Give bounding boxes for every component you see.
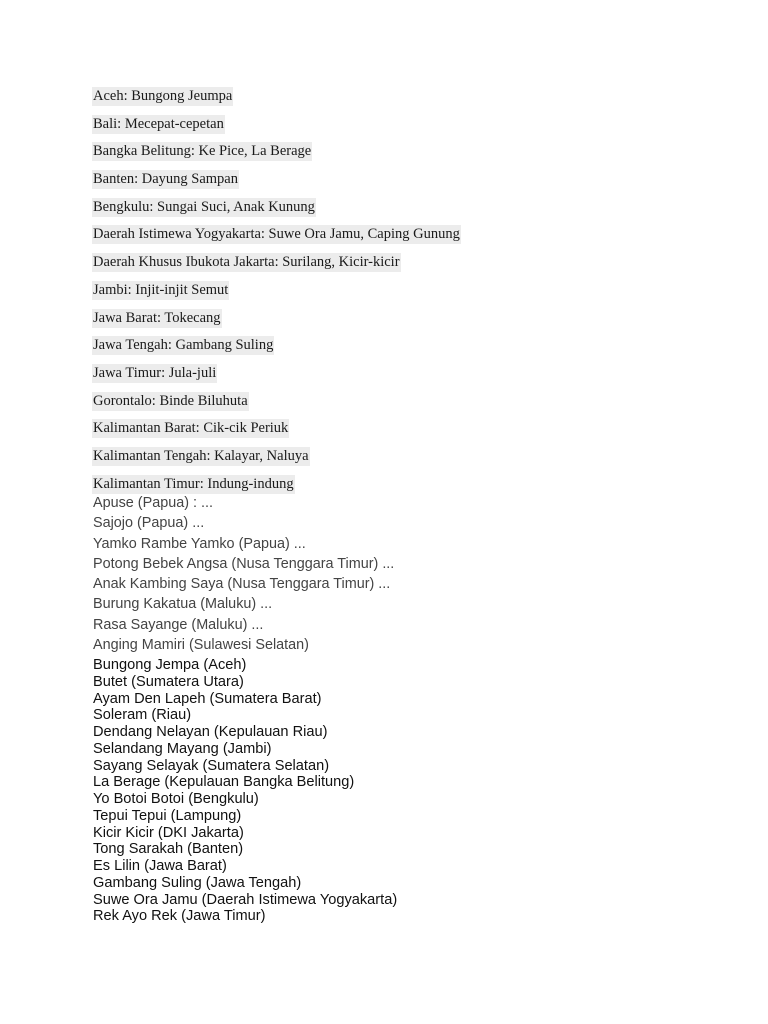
list-item-text: Jawa Timur: Jula-juli xyxy=(93,364,217,381)
list-item: Burung Kakatua (Maluku) ... xyxy=(93,596,273,613)
list-item-text: Daerah Istimewa Yogyakarta: Suwe Ora Jamu, Caping Gunung xyxy=(93,226,460,243)
list-item-text: Jawa Barat: Tokecang xyxy=(93,309,221,326)
list-item-text: Bengkulu: Sungai Suci, Anak Kunung xyxy=(93,198,315,215)
list-item: Rasa Sayange (Maluku) ... xyxy=(93,616,264,633)
list-item: Sayang Selayak (Sumatera Selatan) xyxy=(93,757,330,774)
list-item xyxy=(92,141,461,169)
list-item xyxy=(92,280,461,308)
list-item xyxy=(92,224,461,252)
list-item: Selandang Mayang (Jambi) xyxy=(93,740,272,757)
list-item xyxy=(92,446,461,474)
list-item: Dendang Nelayan (Kepulauan Riau) xyxy=(93,724,328,740)
list-item-text: Jambi: Injit-injit Semut xyxy=(93,281,229,298)
list-item: Tong Sarakah (Banten) xyxy=(93,841,244,858)
list-item-text: Gorontalo: Binde Biluhuta xyxy=(93,392,248,409)
list-item-text: Jawa Tengah: Gambang Suling xyxy=(93,337,274,354)
list-item xyxy=(92,308,461,336)
list-item: Sajojo (Papua) ... xyxy=(93,515,205,532)
list-item xyxy=(92,335,461,363)
list-item-text: Aceh: Bungong Jeumpa xyxy=(93,88,233,104)
list-item: Yamko Rambe Yamko (Papua) ... xyxy=(93,535,306,552)
list-item: Suwe Ora Jamu (Daerah Istimewa Yogyakarta) xyxy=(93,891,398,908)
list-item-text: Daerah Khusus Ibukota Jakarta: Surilang, Kicir-kicir xyxy=(93,254,400,271)
east-region-song-list xyxy=(93,493,394,655)
list-item: Potong Bebek Angsa (Nusa Tenggara Timur) ... xyxy=(93,555,395,572)
list-item-text: Bali: Mecepat-cepetan xyxy=(93,115,224,132)
list-item: Anak Kambing Saya (Nusa Tenggara Timur) ... xyxy=(93,576,391,593)
list-item: Soleram (Riau) xyxy=(93,707,192,724)
list-item: Yo Botoi Botoi (Bengkulu) xyxy=(93,791,259,807)
list-item xyxy=(92,418,461,446)
list-item: Bungong Jempa (Aceh) xyxy=(93,657,247,673)
province-song-list xyxy=(92,86,461,501)
list-item: Gambang Suling (Jawa Tengah) xyxy=(93,874,302,891)
list-item-text: Kalimantan Barat: Cik-cik Periuk xyxy=(93,420,289,437)
list-item xyxy=(92,86,461,114)
list-item-text: Banten: Dayung Sampan xyxy=(93,171,238,188)
list-item xyxy=(92,114,461,142)
list-item-text: Bangka Belitung: Ke Pice, La Berage xyxy=(93,143,312,160)
west-region-song-list xyxy=(93,657,397,925)
list-item: Kicir Kicir (DKI Jakarta) xyxy=(93,824,244,841)
list-item xyxy=(92,197,461,225)
list-item: Rek Ayo Rek (Jawa Timur) xyxy=(93,908,266,925)
list-item: Anging Mamiri (Sulawesi Selatan) xyxy=(93,637,309,654)
list-item xyxy=(92,169,461,197)
list-item xyxy=(92,391,461,419)
list-item: La Berage (Kepulauan Bangka Belitung) xyxy=(93,774,355,791)
list-item-text: Kalimantan Tengah: Kalayar, Naluya xyxy=(93,447,309,464)
list-item: Es Lilin (Jawa Barat) xyxy=(93,858,227,874)
list-item-text: Kalimantan Timur: Indung-indung xyxy=(93,475,294,492)
list-item: Ayam Den Lapeh (Sumatera Barat) xyxy=(93,690,322,707)
list-item xyxy=(92,252,461,280)
list-item: Tepui Tepui (Lampung) xyxy=(93,807,242,824)
list-item xyxy=(92,363,461,391)
list-item: Butet (Sumatera Utara) xyxy=(93,673,244,690)
list-item: Apuse (Papua) : ... xyxy=(93,495,213,511)
